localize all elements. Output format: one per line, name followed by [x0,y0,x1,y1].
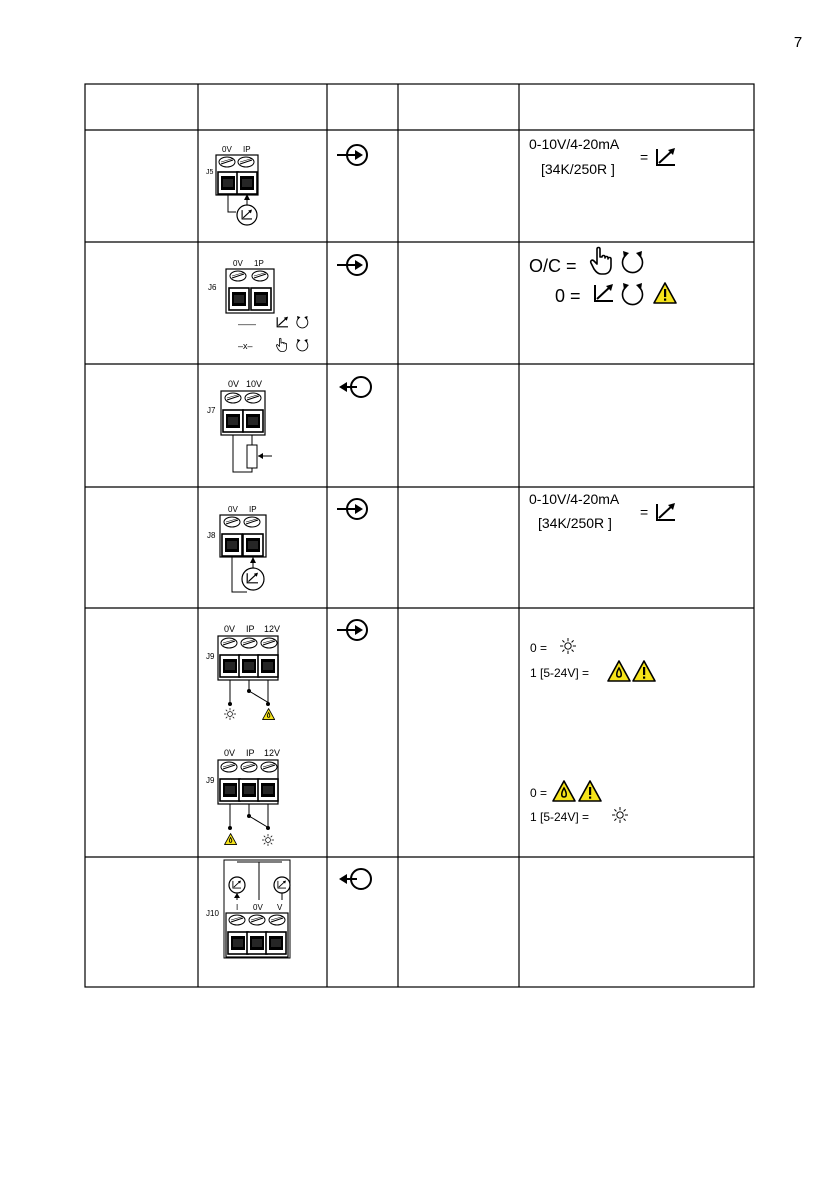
row-j6 [208,248,676,352]
svg-text:V: V [277,903,283,912]
function-line: [34K/250R ] [538,515,612,531]
svg-text:0V: 0V [228,505,238,514]
analog-signal-icon [657,148,675,165]
svg-text:12V: 12V [264,624,281,634]
svg-text:12V: 12V [264,748,281,758]
function-line: 0 = [530,641,548,655]
function-line: 1 [5-24V] = [530,666,590,680]
svg-text:1P: 1P [254,259,264,268]
analog-signal-icon [595,284,613,301]
svg-text:IP: IP [246,748,255,758]
input-arrow-icon [337,145,367,165]
row-j9 [206,620,655,846]
function-line: = [640,149,649,165]
output-arrow-icon [339,869,371,889]
warning-triangle-icon [654,283,676,303]
connector-j6 [208,259,308,352]
sun-icon [560,638,576,654]
svg-text:IP: IP [246,624,255,634]
svg-text:10V: 10V [246,379,263,389]
hand-manual-icon [591,248,611,275]
svg-text:J6: J6 [208,283,217,292]
connector-j7 [207,379,272,472]
connector-j9-lower [206,748,280,846]
svg-text:J9: J9 [206,776,215,785]
sun-icon [612,807,628,823]
function-line: 0 = [530,786,548,800]
svg-text:0V: 0V [253,903,263,912]
svg-text:——: —— [238,319,256,329]
connector-j9-upper [206,624,280,720]
function-line: = [640,504,649,520]
svg-text:J5: J5 [206,169,214,176]
page-number: 7 [793,34,803,51]
svg-text:–x–: –x– [238,341,253,351]
table-grid [85,84,754,987]
svg-text:J7: J7 [207,406,216,415]
svg-text:0V: 0V [224,748,236,758]
warning-triangle-icon [579,781,601,801]
analog-signal-icon [657,503,675,520]
svg-text:IP: IP [243,145,251,154]
svg-text:0V: 0V [228,379,240,389]
function-line: 1 [5-24V] = [530,810,590,824]
input-arrow-icon [337,255,367,275]
connector-j5 [206,145,258,230]
frost-warning-icon [553,781,575,801]
warning-triangle-icon [633,661,655,681]
connector-j10 [206,860,290,958]
rotation-icon [623,283,643,305]
input-arrow-icon [337,499,367,519]
function-line: 0-10V/4-20mA [529,491,620,507]
svg-text:0V: 0V [224,624,236,634]
svg-text:0V: 0V [222,145,232,154]
row-j10 [206,860,371,958]
row-j8 [207,491,675,592]
svg-text:I: I [236,903,239,912]
row-j5 [206,136,675,230]
output-arrow-icon [339,377,371,397]
function-line: 0-10V/4-20mA [529,136,620,152]
input-arrow-icon [337,620,367,640]
connector-j8 [207,505,266,592]
svg-text:J9: J9 [206,652,215,661]
rotation-icon [623,251,643,273]
svg-text:J10: J10 [206,909,219,918]
svg-text:IP: IP [249,505,257,514]
row-j7 [207,377,371,472]
function-line: O/C = [529,256,577,276]
function-line: [34K/250R ] [541,161,615,177]
svg-text:J8: J8 [207,531,216,540]
function-line: 0 = [555,286,581,306]
svg-text:0V: 0V [233,259,243,268]
frost-warning-icon [608,661,630,681]
